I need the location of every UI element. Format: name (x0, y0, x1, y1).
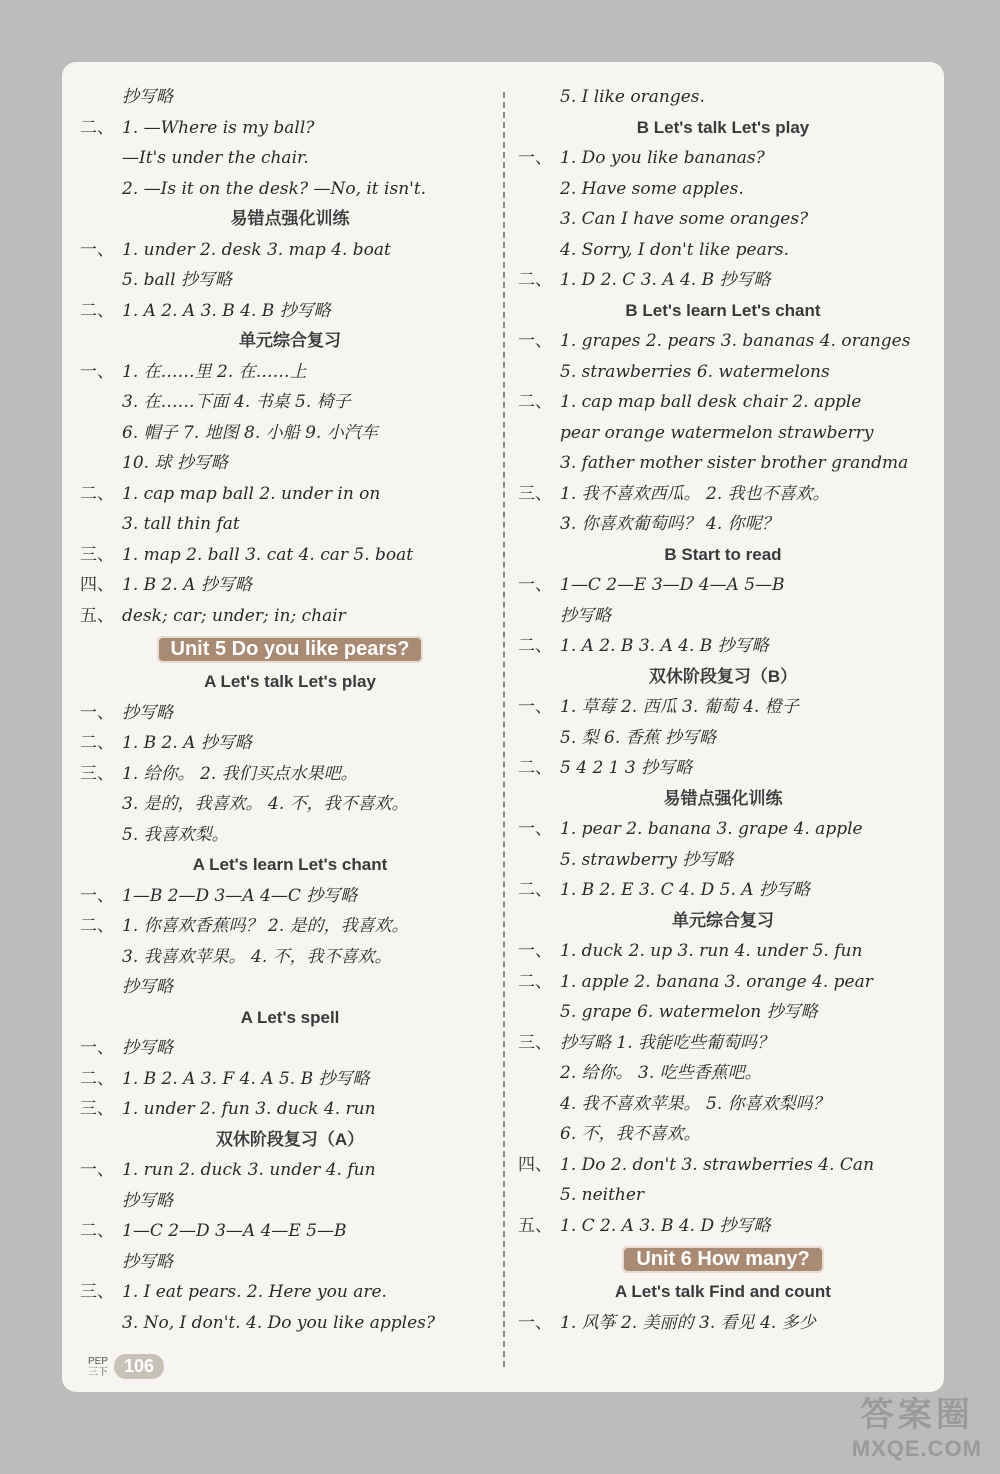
answer-line (518, 753, 928, 784)
answer-text: 1—C 2—E 3—D 4—A 5—B (560, 575, 785, 595)
watermark (852, 1387, 982, 1462)
section-heading: A Let's talk Let's play (204, 672, 376, 691)
section-heading: 双休阶段复习（A） (215, 1129, 365, 1149)
answer-line (518, 82, 928, 113)
section-heading: B Start to read (664, 544, 782, 564)
answer-text: 3. 你喜欢葡萄吗？ 4. 你呢？ (560, 514, 779, 534)
answer-line (518, 1028, 928, 1059)
question-number: 二、 (80, 483, 114, 504)
answer-line (80, 698, 500, 729)
question-number: 一、 (80, 885, 114, 906)
answer-line (518, 326, 928, 357)
question-number: 一、 (518, 819, 552, 839)
answer-line (80, 357, 500, 388)
answer-line (80, 789, 500, 820)
question-number: 二、 (80, 1068, 114, 1089)
answer-line (80, 82, 500, 113)
question-number: 四、 (518, 1154, 552, 1175)
answer-text: 1. run 2. duck 3. under 4. fun (122, 1160, 376, 1180)
answer-text: 抄写略 (122, 1190, 173, 1211)
answer-text: 1. A 2. A 3. B 4. B 抄写略 (122, 300, 331, 321)
answer-text: 1. —Where is my ball? (122, 117, 315, 138)
answer-line (518, 1150, 928, 1181)
answer-text: 3. 是的，我喜欢。 4. 不，我不喜欢。 (122, 794, 409, 814)
answer-text: 1. B 2. E 3. C 4. D 5. A 抄写略 (560, 880, 810, 900)
question-number: 一、 (518, 941, 552, 961)
answer-line (518, 418, 928, 449)
answer-text: pear orange watermelon strawberry (560, 422, 874, 443)
answer-line (80, 1033, 500, 1064)
answer-line (518, 174, 928, 205)
answer-text: 1. 你喜欢香蕉吗？ 2. 是的，我喜欢。 (122, 916, 409, 936)
answer-line (518, 814, 928, 845)
answer-text: 1. cap map ball desk chair 2. apple (560, 392, 862, 412)
answer-text: 5. ball 抄写略 (122, 270, 232, 290)
answer-line (80, 235, 500, 266)
answer-text: 1. B 2. A 抄写略 (122, 575, 252, 595)
question-number: 一、 (80, 702, 114, 723)
answer-text: 5. I like oranges. (560, 87, 705, 107)
answer-line (80, 1094, 500, 1125)
question-number: 四、 (80, 575, 114, 595)
answer-line (80, 972, 500, 1003)
answer-text: 1. grapes 2. pears 3. bananas 4. oranges (560, 331, 911, 351)
answer-line (518, 1308, 928, 1339)
answer-line (80, 1247, 500, 1278)
question-number: 二、 (518, 971, 552, 992)
answer-text: 1. cap map ball 2. under in on (122, 483, 381, 504)
answer-text: 6. 帽子 7. 地图 8. 小船 9. 小汽车 (122, 422, 378, 443)
answer-line (518, 1119, 928, 1150)
section-heading: A Let's learn Let's chant (192, 855, 388, 874)
answer-text: 4. 我不喜欢苹果。 5. 你喜欢梨吗？ (560, 1093, 830, 1114)
answer-line (80, 570, 500, 601)
unit-banner: Unit 6 How many? (622, 1246, 823, 1273)
page-footer (88, 1354, 164, 1379)
answer-text: 4. Sorry, I don't like pears. (560, 239, 789, 260)
answer-line (80, 113, 500, 144)
answer-text: 抄写略 (122, 702, 173, 723)
answer-text: 5. grape 6. watermelon 抄写略 (560, 1002, 818, 1022)
answer-text: 3. 在……下面 4. 书桌 5. 椅子 (122, 392, 351, 412)
answer-line (80, 296, 500, 327)
answer-line (80, 265, 500, 296)
question-number: 二、 (518, 392, 552, 412)
section-heading: 易错点强化训练 (230, 209, 350, 228)
unit-banner-wrap (80, 631, 500, 667)
section-heading: B Let's talk Let's play (636, 117, 810, 137)
question-number: 二、 (518, 636, 552, 656)
answer-text: 抄写略 (122, 1038, 173, 1058)
question-number: 一、 (518, 1312, 552, 1333)
answer-line (80, 540, 500, 571)
question-number: 三、 (80, 1282, 114, 1302)
answer-text: 5. 梨 6. 香蕉 抄写略 (560, 727, 717, 748)
answer-text: 1. B 2. A 抄写略 (122, 733, 252, 753)
answer-line (80, 601, 500, 632)
edition-label: PEP (88, 1355, 109, 1367)
answer-text: 3. Can I have some oranges? (560, 209, 809, 229)
answer-line (80, 1064, 500, 1095)
question-number: 三、 (518, 1032, 552, 1053)
question-number: 五、 (80, 605, 114, 626)
answer-text: 抄写略 (122, 87, 173, 107)
answer-line (518, 936, 928, 967)
answer-line (518, 479, 928, 510)
question-number: 三、 (80, 763, 114, 784)
answer-line (80, 820, 500, 851)
question-number: 一、 (80, 361, 114, 382)
answer-line (80, 387, 500, 418)
section-heading: 双休阶段复习（B） (648, 666, 798, 686)
answer-text: 1. B 2. A 3. F 4. A 5. B 抄写略 (122, 1068, 370, 1089)
answer-line (518, 723, 928, 754)
answer-text: desk; car; under; in; chair (122, 605, 346, 626)
answer-line (80, 448, 500, 479)
answer-text: 3. 我喜欢苹果。 4. 不，我不喜欢。 (122, 946, 392, 967)
answer-text: 1. 我不喜欢西瓜。 2. 我也不喜欢。 (560, 483, 830, 504)
answer-text: 1—C 2—D 3—A 4—E 5—B (122, 1221, 347, 1241)
answer-line (80, 509, 500, 540)
question-number: 三、 (80, 1099, 114, 1119)
answer-line (80, 1277, 500, 1308)
answer-line (80, 1308, 500, 1339)
answer-text: 1. under 2. desk 3. map 4. boat (122, 239, 391, 260)
answer-line (80, 942, 500, 973)
answer-line (518, 235, 928, 266)
answer-line (518, 265, 928, 296)
answer-text: 抄写略 (122, 977, 173, 997)
question-number: 二、 (80, 916, 114, 936)
unit-banner-wrap (518, 1241, 928, 1277)
section-heading: 单元综合复习 (239, 331, 341, 350)
answer-line (518, 1089, 928, 1120)
answer-line (518, 448, 928, 479)
answer-line (80, 143, 500, 174)
answer-line (80, 759, 500, 790)
answer-line (518, 143, 928, 174)
answer-text: 抄写略 (122, 1251, 173, 1272)
answer-text: 5. neither (560, 1185, 645, 1205)
answer-text: 3. No, I don't. 4. Do you like apples? (122, 1312, 435, 1333)
grade-label: 三下 (88, 1366, 108, 1378)
answer-text: 抄写略 1. 我能吃些葡萄吗？ (560, 1032, 775, 1053)
question-number: 一、 (518, 575, 552, 595)
answer-line (518, 1180, 928, 1211)
answer-line (518, 357, 928, 388)
answer-text: 1. Do 2. don't 3. strawberries 4. Can (560, 1154, 875, 1175)
section-heading: 易错点强化训练 (663, 788, 783, 808)
answer-line (80, 174, 500, 205)
answer-text: 1. 给你。 2. 我们买点水果吧。 (122, 763, 358, 784)
answer-text: 3. tall thin fat (122, 514, 240, 534)
section-heading: A Let's talk Find and count (615, 1282, 831, 1301)
answer-line (518, 1058, 928, 1089)
answer-line (518, 570, 928, 601)
answer-text: 抄写略 (560, 605, 611, 626)
answer-text: 1. under 2. fun 3. duck 4. run (122, 1099, 376, 1119)
answer-line (80, 1216, 500, 1247)
answer-text: 3. father mother sister brother grandma (560, 453, 909, 473)
edition-mark (88, 1356, 108, 1378)
answer-text: 1. 风筝 2. 美丽的 3. 看见 4. 多少 (560, 1312, 816, 1333)
question-number: 二、 (518, 270, 552, 290)
answer-text: 1. 在……里 2. 在……上 (122, 361, 307, 382)
column-divider (503, 92, 505, 1367)
question-number: 二、 (518, 880, 552, 900)
answer-text: 2. —Is it on the desk? —No, it isn't. (122, 178, 427, 199)
question-number: 一、 (80, 239, 114, 260)
answer-line (518, 845, 928, 876)
answer-text: 1. map 2. ball 3. cat 4. car 5. boat (122, 544, 414, 565)
answer-text: 2. Have some apples. (560, 178, 744, 199)
answer-text: 2. 给你。 3. 吃些香蕉吧。 (560, 1063, 762, 1083)
answer-line (518, 875, 928, 906)
answer-text: 1. I eat pears. 2. Here you are. (122, 1282, 387, 1302)
answer-text: —It's under the chair. (122, 148, 309, 168)
question-number: 三、 (518, 483, 552, 504)
section-heading: B Let's learn Let's chant (625, 300, 821, 320)
answer-text: 5. strawberries 6. watermelons (560, 361, 830, 382)
answer-text: 6. 不，我不喜欢。 (560, 1124, 701, 1144)
answer-line (518, 601, 928, 632)
answer-text: 1. A 2. B 3. A 4. B 抄写略 (560, 636, 769, 656)
question-number: 一、 (518, 331, 552, 351)
watermark-en: MXQE.COM (851, 1436, 982, 1461)
question-number: 一、 (518, 697, 552, 717)
answer-text: 1. D 2. C 3. A 4. B 抄写略 (560, 270, 771, 290)
question-number: 一、 (518, 148, 552, 168)
answer-text: 1. C 2. A 3. B 4. D 抄写略 (560, 1215, 771, 1236)
question-number: 三、 (80, 544, 114, 565)
answer-line (518, 387, 928, 418)
answer-text: 1. apple 2. banana 3. orange 4. pear (560, 971, 873, 992)
section-heading: 单元综合复习 (672, 910, 774, 930)
answer-text: 5. 我喜欢梨。 (122, 824, 229, 845)
answer-line (518, 204, 928, 235)
answer-line (518, 509, 928, 540)
answer-line (80, 1186, 500, 1217)
question-number: 二、 (80, 733, 114, 753)
answer-line (518, 631, 928, 662)
answer-text: 1. duck 2. up 3. run 4. under 5. fun (560, 941, 863, 961)
answer-line (518, 692, 928, 723)
answer-text: 1. 草莓 2. 西瓜 3. 葡萄 4. 橙子 (560, 697, 799, 717)
answer-line (518, 997, 928, 1028)
question-number: 二、 (80, 300, 114, 321)
answer-line (80, 881, 500, 912)
answer-text: 5. strawberry 抄写略 (560, 849, 734, 870)
answer-line (518, 1211, 928, 1242)
answer-text: 5 4 2 1 3 抄写略 (560, 758, 693, 778)
section-heading: A Let's spell (240, 1007, 340, 1027)
answer-text: 1—B 2—D 3—A 4—C 抄写略 (122, 885, 358, 906)
answer-text: 10. 球 抄写略 (122, 453, 228, 473)
question-number: 二、 (80, 117, 114, 138)
question-number: 一、 (80, 1038, 114, 1058)
answer-line (80, 479, 500, 510)
question-number: 二、 (80, 1221, 114, 1241)
watermark-cn: 答案圈 (859, 1396, 974, 1434)
answer-line (80, 728, 500, 759)
question-number: 一、 (80, 1160, 114, 1180)
unit-banner: Unit 5 Do you like pears? (157, 636, 424, 663)
page-number: 106 (114, 1354, 164, 1379)
answer-line (80, 418, 500, 449)
answer-line (80, 911, 500, 942)
question-number: 五、 (518, 1215, 552, 1236)
question-number: 二、 (518, 758, 552, 778)
answer-line (80, 1155, 500, 1186)
left-column (80, 82, 500, 1338)
answer-line (518, 967, 928, 998)
answer-text: 1. pear 2. banana 3. grape 4. apple (560, 819, 863, 839)
right-column (518, 82, 928, 1338)
answer-text: 1. Do you like bananas? (560, 148, 765, 168)
